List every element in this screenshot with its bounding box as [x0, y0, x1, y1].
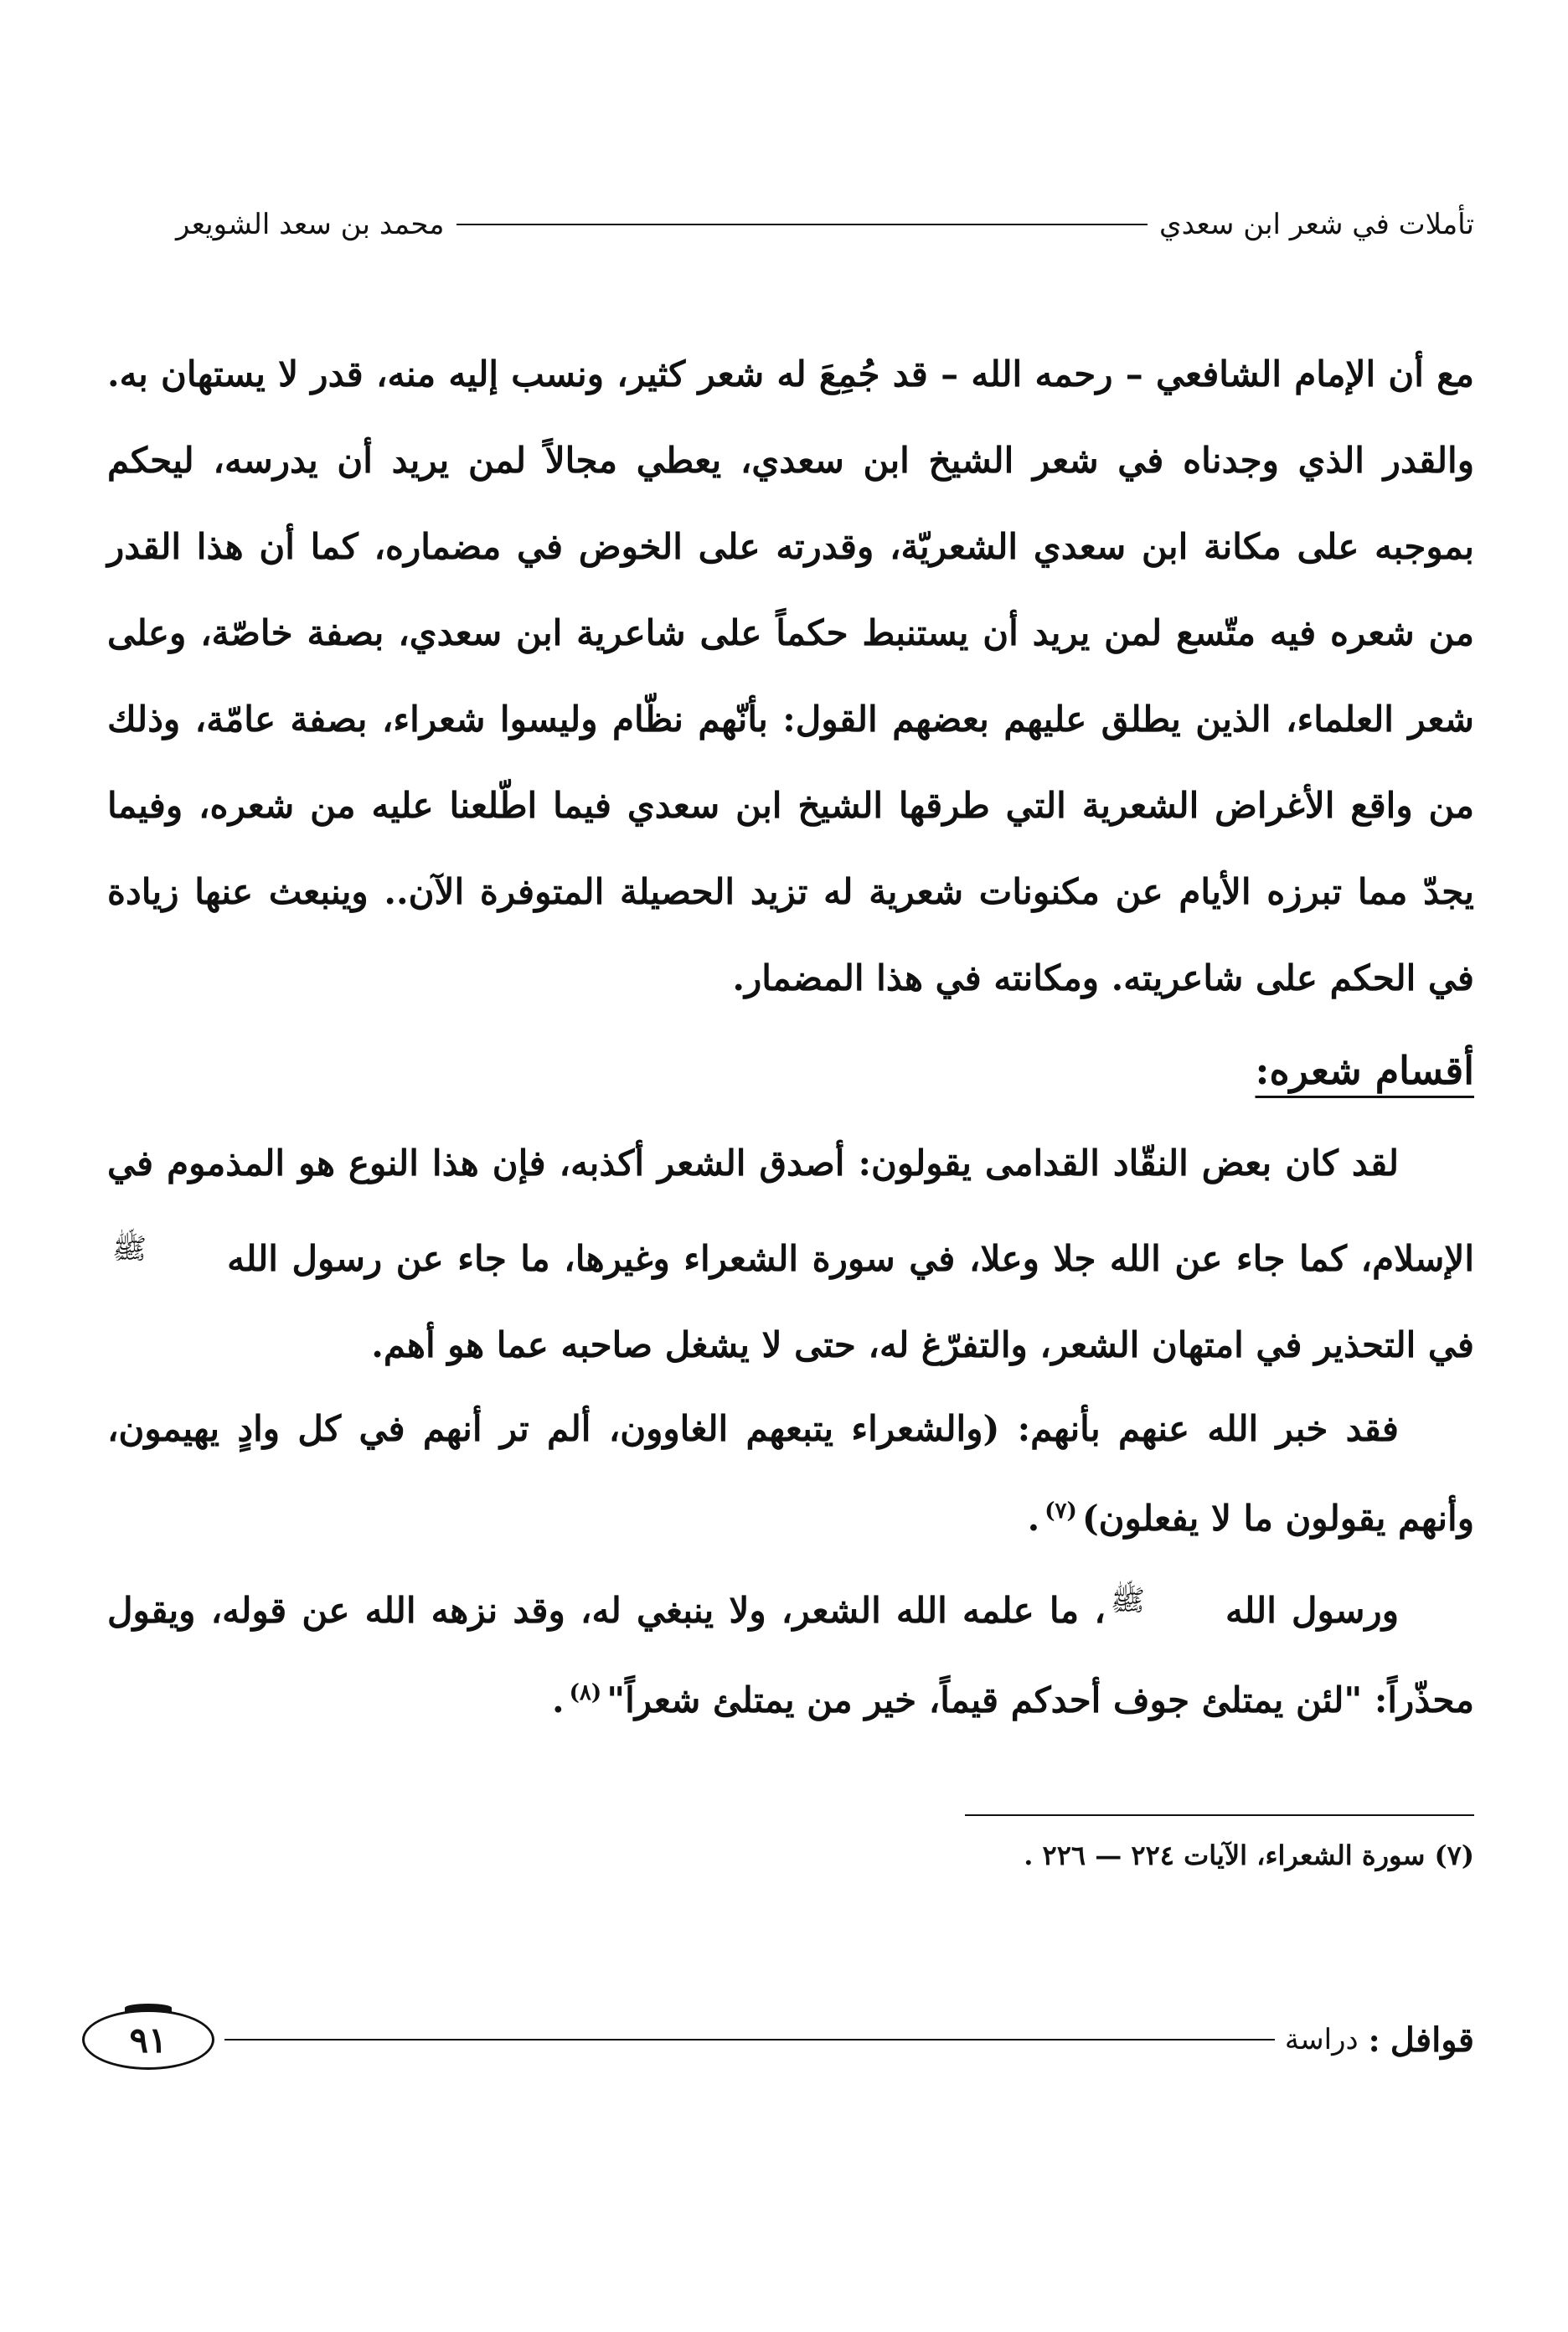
paragraph-1: مع أن الإمام الشافعي – رحمه الله – قد جُمِعَ له شعر كثير، ونسب إليه منه، قدر لا يستهان به. والقدر الذي وجدناه في شعر الشيخ ابن سعدي، يعطي مجالاً لمن يريد أن يدرسه، ليحكم بموجبه على مكانة ابن سعدي الشعريّة، وقدرته على الخوض في مضماره، كما أن هذا القدر من شعره فيه متّسع لمن يريد أن يستنبط حكماً على شاعرية ابن سعدي، بصفة خاصّة، وعلى شعر العلماء، الذين يطلق عليهم بعضهم القول: بأنّهم نظّام وليسوا شعراء، بصفة عامّة، وذلك من واقع الأغراض الشعرية التي طرقها الشيخ ابن سعدي فيما اطّلعنا عليه من شعره، وفيما يجدّ مما تبرزه الأيام عن مكنونات شعرية له تزيد الحصيلة المتوفرة الآن.. وينبعث عنها زيادة في الحكم على شاعريته. ومكانته في هذا المضمار. — [107, 353, 1474, 998]
footnote-marker-8: (٨) — [569, 1680, 602, 1705]
paragraph-4-text-a: ورسول الله — [1225, 1590, 1399, 1631]
paragraph-2-text-b: في التحذير في امتهان الشعر، والتفرّغ له، حتى لا يشغل صاحبه عما هو أهم. — [371, 1324, 1474, 1365]
paragraph-2 — [107, 1120, 1474, 1388]
page-number-badge — [82, 2010, 214, 2070]
paragraph-3-text: فقد خبر الله عنهم بأنهم: (والشعراء يتبعهم الغاوون، ألم تر أنهم في كل وادٍ يهيمون، وأنهم يقولون ما لا يفعلون) — [107, 1408, 1474, 1539]
header-rule — [456, 224, 1148, 225]
author-name: محمد بن سعد الشويعر — [176, 208, 445, 241]
section-label: دراسة — [1284, 2023, 1359, 2056]
paragraph-4: ورسول اللهﷺ، ما علمه الله الشعر، ولا ينبغي له، وقد نزهه الله عن قوله، ويقول محذّراً: "لئن يمتلئ جوف أحدكم قيماً، خير من يمتلئ شعراً"$^{(٨)}$. — [107, 1560, 1474, 1741]
footer-separator: : — [1368, 2020, 1380, 2059]
paragraph-4-text-b: ، ما علمه الله الشعر، ولا ينبغي له، وقد نزهه الله عن قوله، ويقول محذّراً: "لئن يمتلئ جوف أحدكم قيماً، خير من يمتلئ شعراً" — [107, 1590, 1474, 1721]
book-title: تأملات في شعر ابن سعدي — [1159, 208, 1474, 241]
paragraph-3: فقد خبر الله عنهم بأنهم: (والشعراء يتبعهم الغاوون، ألم تر أنهم في كل وادٍ يهيمون، وأنهم يقولون ما لا يفعلون)$^{(٧)}$. — [107, 1408, 1474, 1539]
footnote-rule — [965, 1814, 1474, 1816]
section-heading: أقسام شعره: — [1255, 1048, 1474, 1093]
main-text — [107, 331, 1474, 1741]
running-header — [176, 199, 1474, 250]
running-footer — [82, 2006, 1474, 2073]
pbuh-icon: ﷺ — [1110, 1584, 1145, 1617]
footnote-marker-7: (٧) — [1044, 1499, 1077, 1524]
footnote-7: (٧) سورة الشعراء، الآيات ٢٢٤ — ٢٢٦ . — [1024, 1839, 1474, 1871]
footer-rule — [224, 2039, 1275, 2040]
paragraph-2-text-a: لقد كان بعض النقّاد القدامى يقولون: أصدق الشعر أكذبه، فإن هذا النوع هو المذموم في الإسلام، كما جاء عن الله جلا وعلا، في سورة الشعراء وغيرها، ما جاء عن رسول الله — [107, 1143, 1474, 1279]
pbuh-icon: ﷺ — [112, 1232, 147, 1266]
journal-name: قوافل — [1390, 2020, 1474, 2060]
page-number: ٩١ — [129, 2019, 168, 2061]
